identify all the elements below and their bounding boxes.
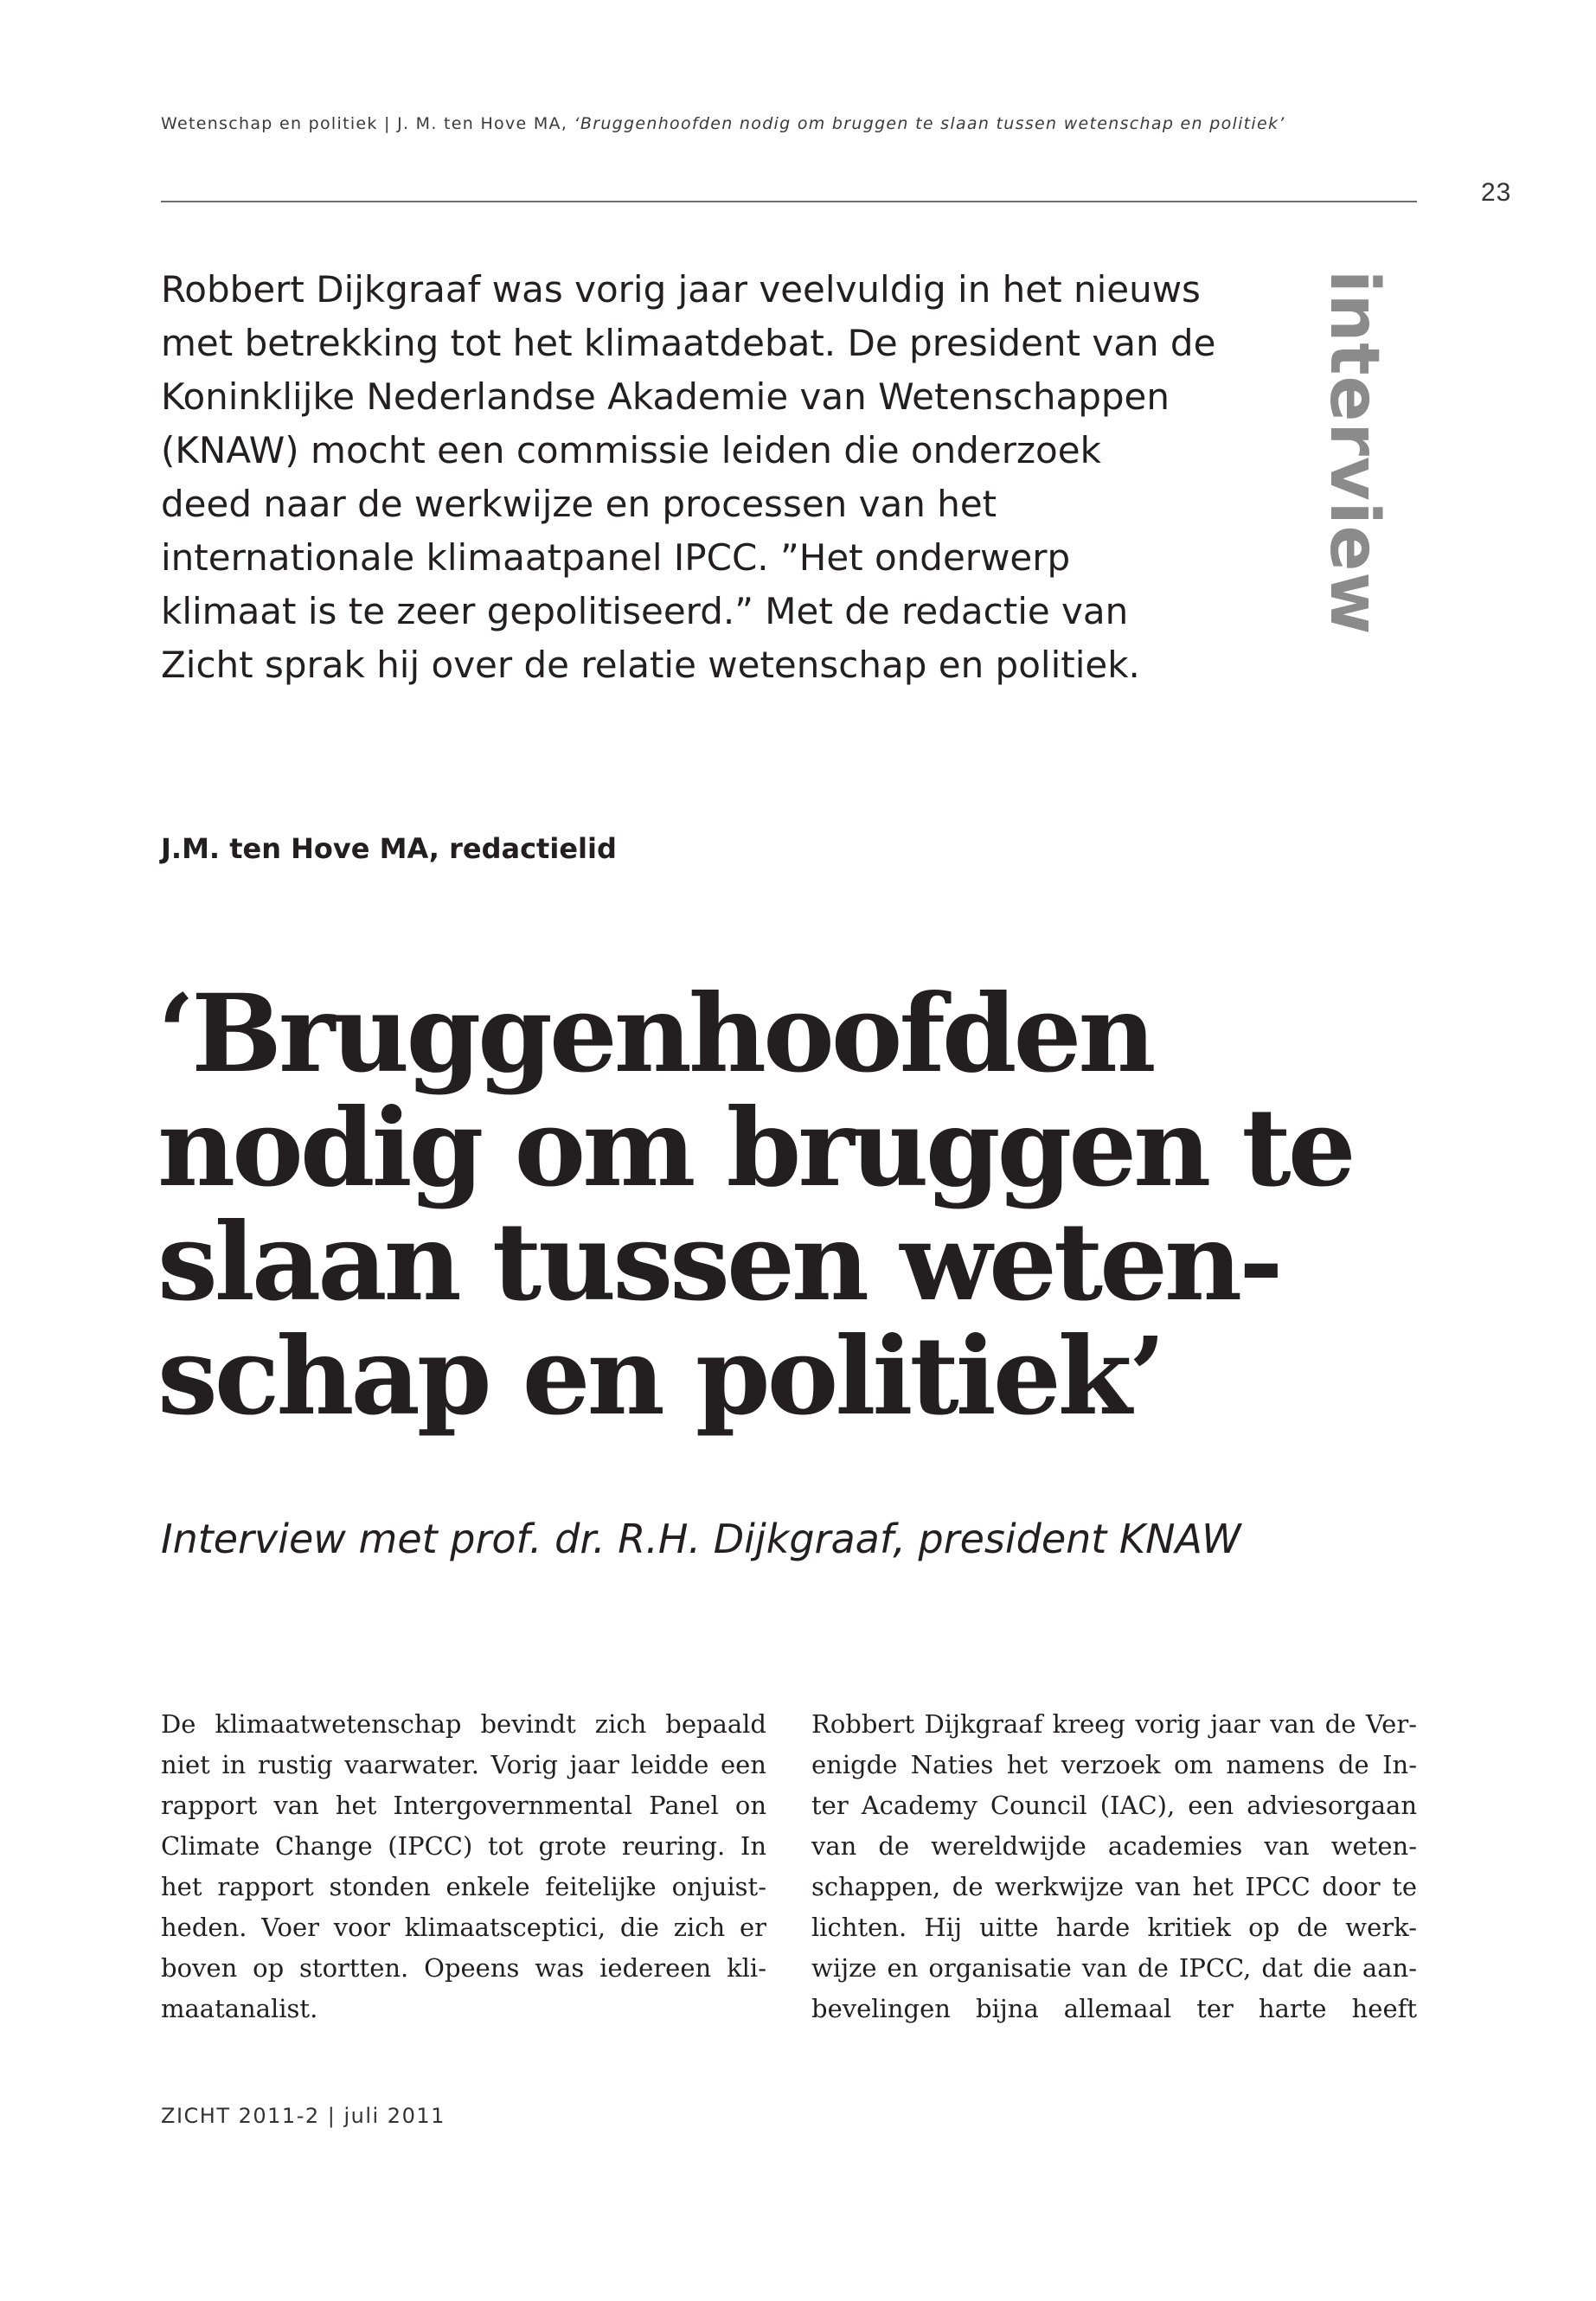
body-line: van de wereldwijde academies van weten- (811, 1831, 1417, 1861)
headline-line: nodig om bruggen te (157, 1086, 1353, 1211)
intro-paragraph (161, 263, 1216, 692)
page-footer: ZICHT 2011-2 | juli 2011 (161, 2104, 445, 2128)
page-number: 23 (1481, 178, 1512, 207)
body-line: maatanalist. (161, 1994, 318, 2023)
intro-line: (KNAW) mocht een commissie leiden die onderzoek (161, 429, 1101, 471)
byline: J.M. ten Hove MA, redactielid (161, 832, 617, 865)
running-head-title: ‘Bruggenhoofden nodig om bruggen te slaan tussen wetenschap en politiek’ (574, 114, 1285, 133)
body-column-right (811, 1704, 1417, 2029)
body-line: wijze en organisatie van de IPCC, dat die aan- (811, 1953, 1417, 1983)
running-head (161, 114, 1285, 133)
body-line: De klimaatwetenschap bevindt zich bepaald (161, 1709, 766, 1739)
section-label: interview (1315, 270, 1393, 636)
body-column-left (161, 1704, 766, 2029)
body-line: schappen, de werkwijze van het IPCC door te (811, 1872, 1417, 1901)
body-line: enigde Naties het verzoek om namens de In- (811, 1750, 1417, 1779)
body-line: bevelingen bijna allemaal ter harte heeft (811, 1994, 1417, 2023)
intro-line: internationale klimaatpanel IPCC. ”Het onderwerp (161, 536, 1071, 579)
intro-line: klimaat is te zeer gepolitiseerd.” Met de redactie van (161, 590, 1129, 632)
running-head-prefix: Wetenschap en politiek | J. M. ten Hove MA, (161, 114, 574, 133)
body-line: niet in rustig vaarwater. Vorig jaar leidde een (161, 1750, 766, 1779)
headline-line: schap en politiek’ (157, 1314, 1163, 1439)
headline-line: ‘Bruggenhoofden (157, 971, 1153, 1097)
header-rule (161, 201, 1417, 202)
body-line: boven op stortten. Opeens was iedereen kli- (161, 1953, 766, 1983)
article-headline (157, 971, 1420, 1439)
intro-line: Robbert Dijkgraaf was vorig jaar veelvuldig in het nieuws (161, 268, 1201, 311)
intro-line: Koninklijke Nederlandse Akademie van Wetenschappen (161, 375, 1170, 418)
body-line: rapport van het Intergovernmental Panel on (161, 1791, 766, 1820)
body-line: heden. Voer voor klimaatsceptici, die zich er (161, 1913, 766, 1942)
body-line: het rapport stonden enkele feitelijke onjuist- (161, 1872, 766, 1901)
body-line: Robbert Dijkgraaf kreeg vorig jaar van de Ver- (811, 1709, 1417, 1739)
intro-line: Zicht sprak hij over de relatie wetenschap en politiek. (161, 644, 1140, 686)
intro-line: met betrekking tot het klimaatdebat. De president van de (161, 322, 1216, 364)
body-line: ter Academy Council (IAC), een adviesorgaan (811, 1791, 1417, 1820)
article-subtitle: Interview met prof. dr. R.H. Dijkgraaf, president KNAW (161, 1516, 1241, 1562)
body-line: Climate Change (IPCC) tot grote reuring. In (161, 1831, 766, 1861)
intro-line: deed naar de werkwijze en processen van het (161, 483, 997, 525)
headline-line: slaan tussen weten- (157, 1200, 1280, 1325)
body-line: lichten. Hij uitte harde kritiek op de werk- (811, 1913, 1417, 1942)
